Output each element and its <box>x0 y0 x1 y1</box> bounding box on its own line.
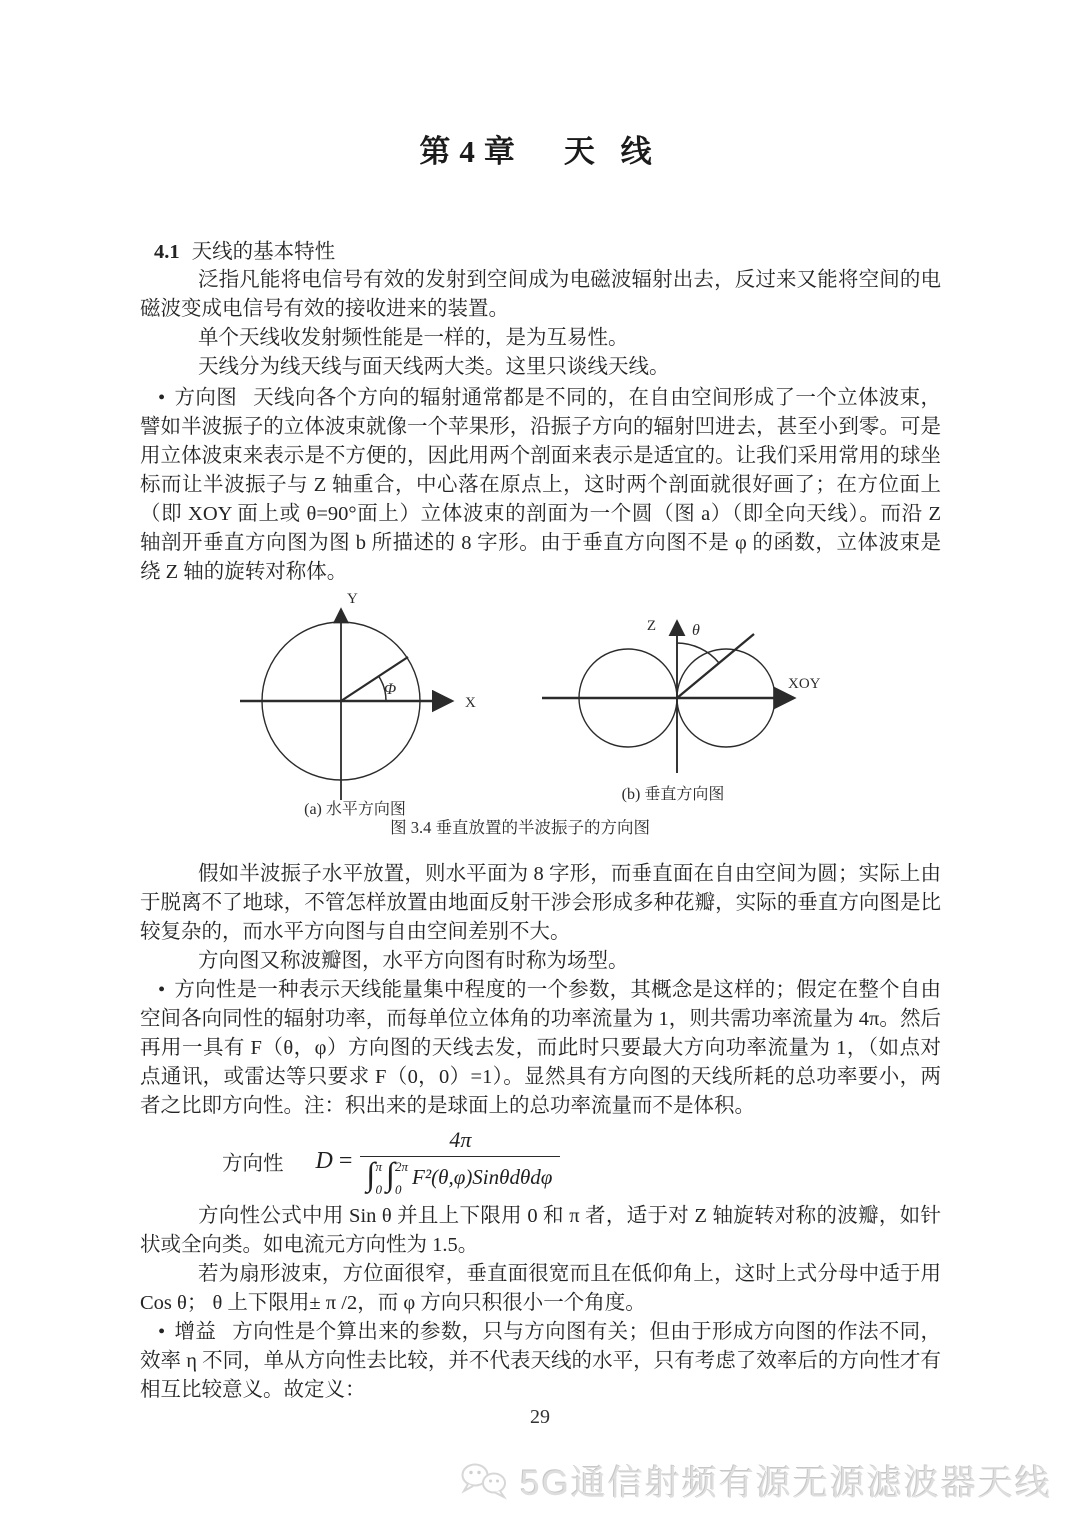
directivity-formula <box>140 1118 940 1204</box>
bullet-icon: • <box>158 979 166 1001</box>
bullet-text: 方向性是个算出来的参数，只与方向图有关；但由于形成方向图的作法不同，效率 η 不同，单从方向性去比较，并不代表天线的水平，只有考虑了效率后的方向性才有相互比较意义。故定义： <box>140 1321 942 1401</box>
bullet-icon: • <box>158 387 166 409</box>
figure-a-label: (a) 水平方向图 <box>304 801 406 818</box>
formula-label: 方向性 <box>222 1153 284 1175</box>
integral-sign: ∫ <box>385 1157 395 1193</box>
paragraph: 若为扇形波束，方位面很窄，垂直面很宽而且在低仰角上，这时上式分母中适于用 Cos θ； θ 上下限用± π /2，而 φ 方向只积很小一个角度。 <box>140 1263 941 1314</box>
paragraph: 天线分为线天线与面天线两大类。这里只谈线天线。 <box>198 356 670 378</box>
section-number: 4.1 <box>154 241 180 263</box>
bullet-text: 方向性是一种表示天线能量集中程度的一个参数，其概念是这样的；假定在整个自由空间各向同性的辐射功率，而每单位立体角的功率流量为 1，则共需功率流量为 4π。然后再用一具有 F（θ，φ）方向图的天线去发，而此时只要最大方向功率流量为 1，（如点对点通讯，或雷达等只要求 F（0，0）=1）。显然具有方向图的天线所耗的总功率要小，两者之比即方向性。注：积出来的是球面上的总功率流量而不是体积。 <box>140 979 941 1117</box>
integral-upper-limit: π <box>375 1158 382 1174</box>
formula-variable: D <box>315 1147 333 1174</box>
vertical-pattern-diagram <box>542 621 794 773</box>
formula-fraction <box>360 1127 560 1196</box>
bullet-term: 增益 <box>174 1321 217 1343</box>
bullet-paragraph <box>140 384 941 587</box>
figure-b-label: (b) 垂直方向图 <box>621 786 725 803</box>
formula-note-paragraphs <box>140 1202 941 1318</box>
bullet-icon: • <box>158 1321 166 1343</box>
formula-denominator <box>360 1156 560 1196</box>
bullet-term: 方向图 <box>174 387 238 409</box>
formula-numerator: 4π <box>449 1126 472 1152</box>
after-figure-paragraphs <box>140 860 941 976</box>
integral-1 <box>366 1157 386 1197</box>
section-title: 天线的基本特性 <box>191 241 336 263</box>
axis-label-z: Z <box>646 618 656 634</box>
equals-sign: = <box>338 1147 353 1174</box>
angle-label-theta: θ <box>692 622 700 639</box>
paragraph: 泛指凡能将电信号有效的发射到空间成为电磁波辐射出去，反过来又能将空间的电磁波变成电信号有效的接收进来的装置。 <box>140 269 941 320</box>
intro-paragraphs <box>140 266 941 382</box>
directivity-bullet-paragraph <box>140 976 941 1121</box>
section-heading <box>154 234 954 264</box>
gain-bullet-paragraph <box>140 1318 941 1405</box>
integral-sign: ∫ <box>366 1157 376 1193</box>
paragraph: 单个天线收发射频性能是一样的，是为互易性。 <box>198 327 629 349</box>
integral-lower-limit: 0 <box>395 1181 402 1197</box>
watermark <box>460 1456 1052 1506</box>
axis-label-y: Y <box>347 591 358 607</box>
angle-label-phi: Φ <box>384 681 397 698</box>
integral-upper-limit: 2π <box>395 1158 409 1174</box>
axis-label-x: X <box>465 695 476 711</box>
watermark-text: 5G通信射频有源无源滤波器天线 <box>520 1464 1052 1503</box>
wechat-icon <box>460 1459 512 1503</box>
bullet-paragraph <box>140 1318 941 1405</box>
integral-lower-limit: 0 <box>375 1181 382 1197</box>
paragraph: 方向图又称波瓣图，水平方向图有时称为场型。 <box>198 950 629 972</box>
formula-lhs <box>316 1148 361 1175</box>
chapter-title: 第4章 天 线 <box>419 134 661 169</box>
bullet-paragraph <box>140 976 941 1121</box>
horizontal-pattern-diagram <box>240 609 452 800</box>
figure-caption: 图 3.4 垂直放置的半波振子的方向图 <box>390 818 650 837</box>
page-number: 29 <box>530 1406 550 1428</box>
paragraph: 方向性公式中用 Sin θ 并且上下限用 0 和 π 者，适于对 Z 轴旋转对称的波瓣，如针状或全向类。如电流元方向性为 1.5。 <box>140 1205 941 1256</box>
integrand: F²(θ,φ)Sinθdθdφ <box>412 1165 553 1189</box>
figure-3-4 <box>140 585 940 847</box>
axis-label-xoy: XOY <box>788 676 821 692</box>
bullet-text: 天线向各个方向的辐射通常都是不同的，在自由空间形成了一个立体波束，譬如半波振子的立体波束就像一个苹果形，沿振子方向的辐射凹进去，甚至小到零。可是用立体波束来表示是不方便的，因此用两个剖面来表示是适宜的。让我们采用常用的球坐标而让半波振子与 Z 轴重合，中心落在原点上，这时两个剖面就很好画了；在方位面上（即 XOY 面上或 θ=90°面上）立体波束的剖面为一个圆（图 a）（即全向天线）。而沿 Z 轴剖开垂直方向图为图 b 所描述的 8 字形。由于垂直方向图不是 φ 的函数，立体波束是绕 Z 轴的旋转对称体。 <box>140 387 942 583</box>
pattern-bullet-paragraph <box>140 384 941 587</box>
integral-2 <box>385 1157 412 1197</box>
radiation-pattern-figure <box>140 585 940 847</box>
formula-expression <box>316 1127 561 1196</box>
paragraph: 假如半波振子水平放置，则水平面为 8 字形，而垂直面在自由空间为圆；实际上由于脱离不了地球，不管怎样放置由地面反射干涉会形成多种花瓣，实际的垂直方向图是比较复杂的，而水平方向图与自由空间差别不大。 <box>140 863 941 943</box>
